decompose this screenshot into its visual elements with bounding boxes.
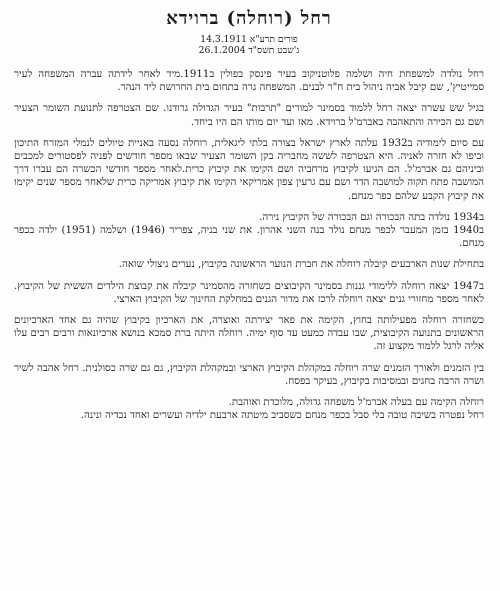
paragraph-first-child: ב1934 נולדה בתה הבכורה וגם הבכורה של הקיבוץ נירה.: [259, 211, 484, 223]
paragraph-archive: כשחזרה רוחלה מפעילותה בחוץ, הקימה את פאר יצירתה ואוצרה, את הארכיון בקיבוץ שהיה גם אחד הארכיונים הראשונים בתנועה הקיבוצית, שבו עבדה כמעט עד סוף ימיה. רוחלה היתה ברת סמכא בנושא ארכיונאות ורבים רבים עלו אליה לרגל ללמוד מקצוע זה.: [14, 315, 484, 353]
paragraph-family: רוחלה הקימה עם בעלה אברמ'ל משפחה גדולה, מלוכדת ואוהבת.: [228, 397, 484, 409]
biography-text: [14, 68, 484, 422]
paragraph-youth-group: בתחילת שנות הארבעים קיבלה רוחלה את חברת הנוער הראשונה בקיבוץ, נערים ניצולי שואה.: [118, 259, 484, 271]
paragraph-sons: ב1940 בזמן המעבר לכפר מנחם נולד בנה השני אהרון. את שני בניה, צפריר (1946) ושלמה (1951) ילדה בכפר מנחם.: [14, 225, 484, 250]
page-title: רחל (רוחלה) ברוידא: [166, 8, 332, 29]
paragraph-choir: בין הזמנים ולאורך הזמנים שרה רוחלה במקהלת הקיבוץ הארצי ובמקהלת הקיבוץ, גם גם שרה כסולנית. רחל אהבה לשיר ושרה הרבה בחגים ובמסיבות בקיבוץ, בעיקר בפסח.: [14, 362, 484, 387]
dates-block: [189, 34, 309, 56]
paragraph-death: רחל נפטרה בשיבה טובה בלי סבל בכפר מנחם כשסביב מיטתה ארבעת ילדיה ועשרים ואחד נכדיה ונינה.: [80, 410, 484, 422]
paragraph-aliyah: עם סיום לימודיה ב1932 עלתה לארץ ישראל בצורה בלתי ליגאלית, רוחלה נסעה באניית טיולים לנמלי המזרח התיכון וביפו לא חזרה לאניה. היא הצטרפה לששה מחבריה בקן השומר הצעיר שבאו מספר חודשים לפניה לפסטורים למכבים וביניהם גם אברמ'ל. הם הגיעו לקיבוץ מרחביה ושם הקימו את קיבוץ כרית.לאחר מספר חודשי הכשרה הם עברו דרך המושבה פתח תקוה למושבה הדר ושם עם גרעין צפון אמריקאי הקימו את קיבוץ אמריקה כרית שלאחר מספר שנים יקימו את קיבוץ הקבע שלהם כפר מנחם.: [14, 137, 484, 202]
paragraph-seminar: בגיל שש עשרה יצאה רחל ללמוד בסמינר למורים "תרבות" בעיר הגדולה גרודנו. שם הצטרפה לתנועת השומר הצעיר ושם גם הכירה והתאהבה באברמ'ל ברוידא. מאז ועד יום מותו הם היו ביחד.: [14, 103, 484, 128]
paragraph-birth: רחל נולדה למשפחת חיה ושלמה פלוטניקוב בעיר פינסק בפולין ב1911.מיד לאחר לידתה עברה המשפחה לעיר סמייטיץ', שם קיבל אביה ניהול בית ח"ר לבנים. המשפחה גרה בתחום בית החרושת ליד הנהר.: [14, 69, 484, 94]
death-date: ג'שבט תשס"ד 26.1.2004: [198, 45, 300, 56]
paragraph-kindergarten: ב1947 יצאה רוחלה ללימודי גננות בסמינר הקיבוצים כשחזרה מהסמינר קיבלה את קבוצת הילדים הששית של הקיבוץ. לאחר מספר מחזורי גנים יצאה רוחלה לרכז את מדור הגנים במחלקת החינוך של הקיבוץ הארצי.: [14, 280, 484, 305]
birth-date: פורים תרע"א 14.3.1911: [200, 34, 298, 45]
